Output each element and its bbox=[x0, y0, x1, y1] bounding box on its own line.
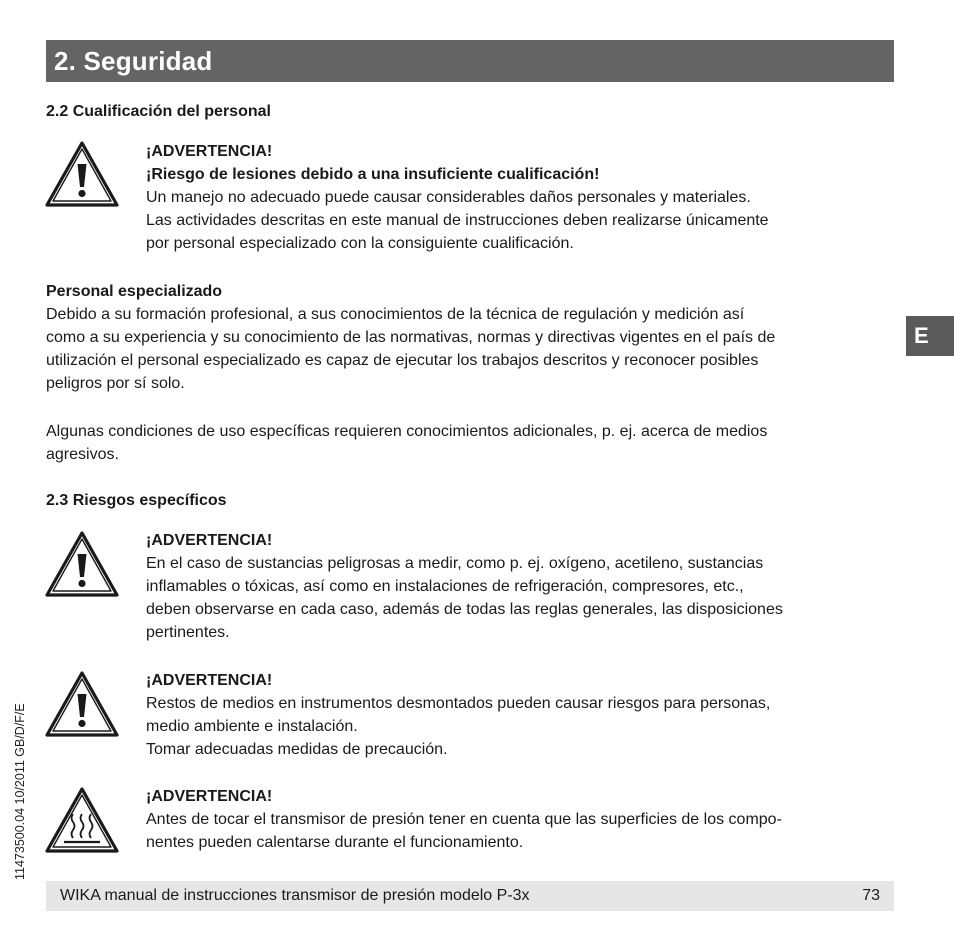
warning-triangle-icon bbox=[44, 140, 120, 208]
warning-line: Antes de tocar el transmisor de presión tener en cuenta que las superficies de los compo- bbox=[146, 811, 782, 828]
paragraph-line: utilización el personal especializado es capaz de ejecutar los trabajos descritos y reconocer posibles bbox=[46, 352, 759, 369]
warning-label: ¡ADVERTENCIA! bbox=[146, 532, 273, 549]
warning-line: En el caso de sustancias peligrosas a medir, como p. ej. oxígeno, acetileno, sustancias bbox=[146, 555, 764, 572]
chapter-title: 2. Seguridad bbox=[54, 45, 213, 76]
warning-block-residual-media bbox=[146, 669, 886, 761]
warning-line: pertinentes. bbox=[146, 624, 230, 641]
language-tab: E bbox=[906, 316, 954, 356]
paragraph-line: Algunas condiciones de uso específicas requieren conocimientos adicionales, p. ej. acerca de medios bbox=[46, 423, 768, 440]
warning-line: Las actividades descritas en este manual de instrucciones deben realizarse únicamente bbox=[146, 212, 769, 229]
paragraph-line: Debido a su formación profesional, a sus conocimientos de la técnica de regulación y medición así bbox=[46, 306, 745, 323]
page-number: 73 bbox=[862, 887, 880, 904]
paragraph-line: peligros por sí solo. bbox=[46, 375, 185, 392]
warning-block-qualification bbox=[146, 140, 886, 255]
warning-block-hazardous-media bbox=[146, 529, 886, 644]
warning-label: ¡ADVERTENCIA! bbox=[146, 672, 273, 689]
warning-line: por personal especializado con la consiguiente cualificación. bbox=[146, 235, 574, 252]
warning-line: Un manejo no adecuado puede causar considerables daños personales y materiales. bbox=[146, 189, 751, 206]
warning-block-hot-surface bbox=[146, 785, 886, 854]
paragraph-line: como a su experiencia y su conocimiento de las normativas, normas y directivas vigentes en el país de bbox=[46, 329, 776, 346]
warning-line: deben observarse en cada caso, además de todas las reglas generales, las disposiciones bbox=[146, 601, 783, 618]
hot-surface-icon bbox=[44, 786, 120, 854]
staff-paragraph bbox=[46, 280, 896, 395]
warning-line: inflamables o tóxicas, así como en instalaciones de refrigeración, compresores, etc., bbox=[146, 578, 744, 595]
warning-line: medio ambiente e instalación. bbox=[146, 718, 358, 735]
document-code: 11473500.04 10/2011 GB/D/F/E bbox=[13, 703, 27, 880]
warning-line: Restos de medios en instrumentos desmontados pueden causar riesgos para personas, bbox=[146, 695, 771, 712]
warning-triangle-icon bbox=[44, 530, 120, 598]
warning-triangle-icon bbox=[44, 670, 120, 738]
warning-line: nentes pueden calentarse durante el funcionamiento. bbox=[146, 834, 524, 851]
extra-paragraph bbox=[46, 420, 896, 466]
warning-label: ¡ADVERTENCIA! bbox=[146, 143, 273, 160]
warning-label: ¡ADVERTENCIA! bbox=[146, 788, 273, 805]
footer-text: WIKA manual de instrucciones transmisor de presión modelo P-3x bbox=[60, 887, 530, 904]
warning-subtitle: ¡Riesgo de lesiones debido a una insuficiente cualificación! bbox=[146, 166, 600, 183]
section-heading-2-2: 2.2 Cualificación del personal bbox=[46, 103, 271, 120]
warning-line: Tomar adecuadas medidas de precaución. bbox=[146, 741, 448, 758]
page-footer bbox=[46, 881, 894, 911]
chapter-header-bar bbox=[46, 40, 894, 82]
staff-heading: Personal especializado bbox=[46, 283, 223, 300]
paragraph-line: agresivos. bbox=[46, 446, 119, 463]
section-heading-2-3: 2.3 Riesgos específicos bbox=[46, 492, 227, 509]
